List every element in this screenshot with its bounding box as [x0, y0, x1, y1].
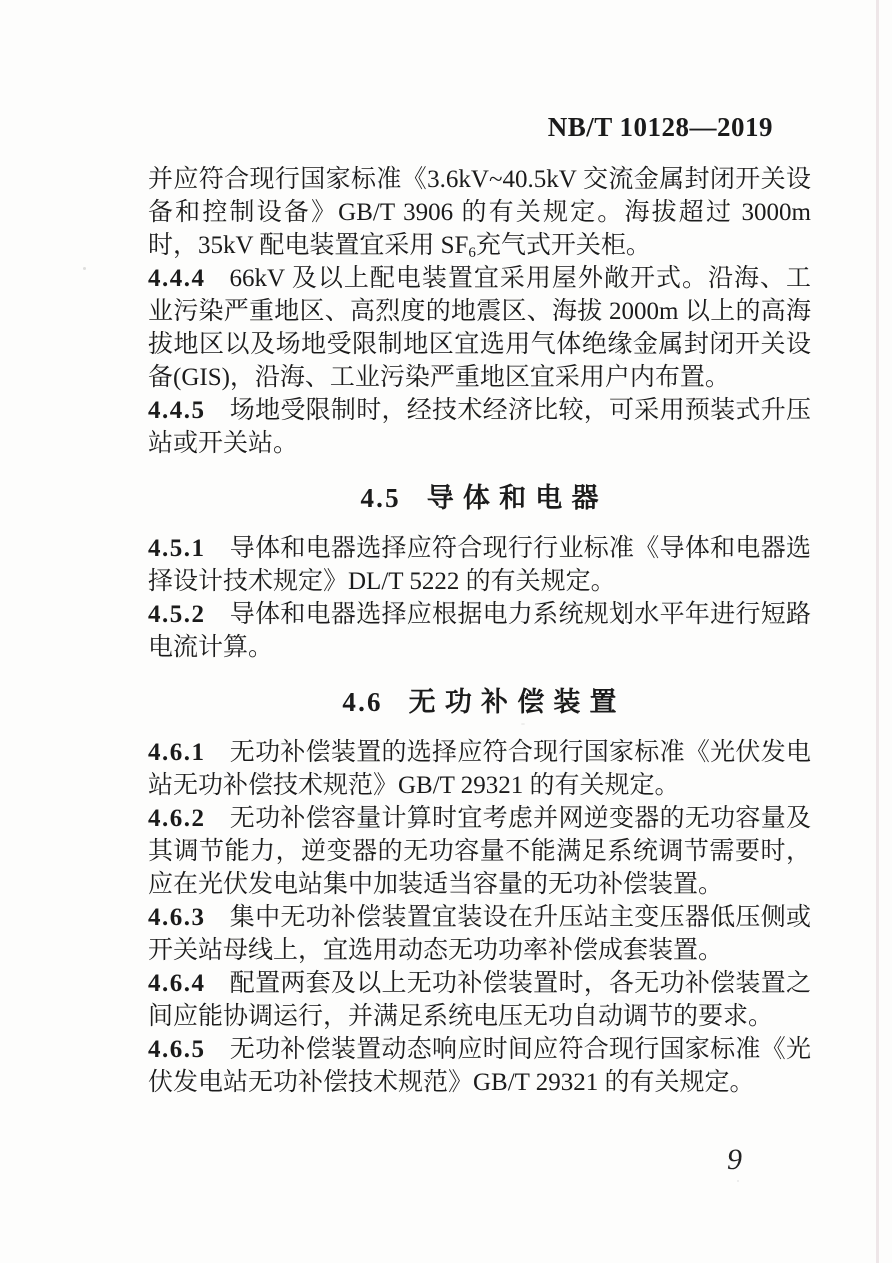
paragraph	[148, 802, 811, 901]
paragraph	[148, 532, 811, 598]
paragraph	[148, 394, 811, 460]
scan-artifact-dot	[521, 723, 525, 725]
text-run: 充气式开关柜。	[475, 232, 651, 259]
scan-edge-line	[876, 0, 879, 1263]
text-run: 66kV 及以上配电装置宜采用屋外敞开式。沿海、工业污染严重地区、高烈度的地震区、海拔 2000m 以上的高海拔地区以及场地受限制地区宜选用气体绝缘金属封闭开关设备(GIS)，沿海、工业污染严重地区宜采用户内布置。	[148, 265, 811, 391]
section-heading-number: 4.5	[360, 483, 401, 513]
text-run: 配置两套及以上无功补偿装置时，各无功补偿装置之间应能协调运行，并满足系统电压无功自动调节的要求。	[148, 970, 811, 1030]
text-run: 并应符合现行国家标准《3.6kV~40.5kV 交流金属封闭开关设备和控制设备》GB/T 3906 的有关规定。海拔超过 3000m 时，35kV 配电装置宜采用 SF	[148, 166, 811, 259]
clause-number: 4.6.4	[148, 970, 206, 997]
section-heading-number: 4.6	[342, 687, 383, 717]
paragraph	[148, 598, 811, 664]
text-run: 场地受限制时，经技术经济比较，可采用预装式升压站或开关站。	[148, 397, 811, 457]
text-run: 导体和电器选择应符合现行行业标准《导体和电器选择设计技术规定》DL/T 5222 的有关规定。	[148, 535, 811, 595]
paragraph	[148, 262, 811, 394]
standard-number-header: NB/T 10128—2019	[547, 112, 773, 142]
clause-number: 4.6.5	[148, 1036, 206, 1063]
section-heading-title: 无功补偿装置	[408, 687, 626, 717]
clause-number: 4.5.2	[148, 601, 206, 628]
text-run: 无功补偿容量计算时宜考虑并网逆变器的无功容量及其调节能力，逆变器的无功容量不能满足系统调节需要时，应在光伏发电站集中加装适当容量的无功补偿装置。	[148, 805, 811, 898]
paragraph	[148, 736, 811, 802]
text-run: 集中无功补偿装置宜装设在升压站主变压器低压侧或开关站母线上，宜选用动态无功功率补偿成套装置。	[148, 904, 811, 964]
scan-artifact-dot	[83, 267, 86, 270]
clause-number: 4.6.1	[148, 739, 206, 766]
text-run: 无功补偿装置的选择应符合现行国家标准《光伏发电站无功补偿技术规范》GB/T 29321 的有关规定。	[148, 739, 811, 799]
scan-artifact-dot	[737, 1180, 739, 1182]
text-run: 导体和电器选择应根据电力系统规划水平年进行短路电流计算。	[148, 601, 811, 661]
document-body	[148, 163, 811, 1099]
clause-number: 4.4.5	[148, 397, 206, 424]
section-heading	[148, 482, 811, 515]
clause-number: 4.6.2	[148, 805, 206, 832]
subscript-text: 6	[468, 245, 476, 261]
clause-number: 4.5.1	[148, 535, 206, 562]
section-heading	[148, 686, 811, 719]
paragraph	[148, 1033, 811, 1099]
paragraph	[148, 901, 811, 967]
text-run: 无功补偿装置动态响应时间应符合现行国家标准《光伏发电站无功补偿技术规范》GB/T 29321 的有关规定。	[148, 1036, 811, 1096]
clause-number: 4.4.4	[148, 265, 206, 292]
section-heading-title: 导体和电器	[426, 483, 608, 513]
paragraph	[148, 967, 811, 1033]
page-number: 9	[727, 1143, 742, 1176]
paragraph	[148, 163, 811, 262]
clause-number: 4.6.3	[148, 904, 206, 931]
